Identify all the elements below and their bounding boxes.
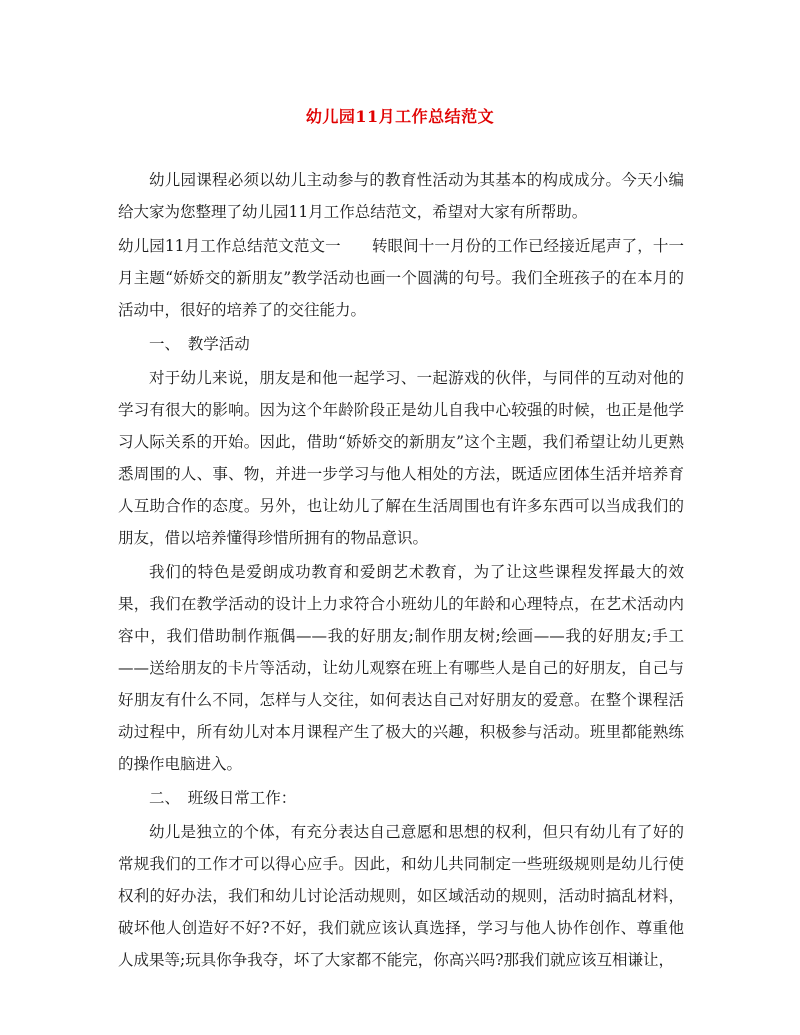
heading-daily-work: 二、 班级日常工作： — [149, 789, 297, 807]
heading-teaching-activities: 一、 教学活动 — [149, 335, 250, 353]
document-body — [118, 164, 684, 978]
paragraph-friendship: 对于幼儿来说，朋友是和他一起学习、一起游戏的伙伴，与同伴的互动对他的学习有很大的影响。因为这个年龄阶段正是幼儿自我中心较强的时候，也正是他学习人际关系的开始。因此，借助“娇娇交的新朋友”这个主题，我们希望让幼儿更熟悉周围的人、事、物，并进一步学习与他人相处的方法，既适应团体生活并培养育人互助合作的态度。另外，也让幼儿了解在生活周围也有许多东西可以当成我们的朋友，借以培养懂得珍惜所拥有的物品意识。 — [118, 369, 684, 547]
paragraph-section-lead: 幼儿园11月工作总结范文范文一 转眼间十一月份的工作已经接近尾声了，十一月主题“娇娇交的新朋友”教学活动也画一个圆满的句号。我们全班孩子的在本月的活动中，很好的培养了的交往能力。 — [118, 237, 684, 319]
paragraph-intro: 幼儿园课程必须以幼儿主动参与的教育性活动为其基本的构成成分。今天小编给大家为您整理了幼儿园11月工作总结范文，希望对大家有所帮助。 — [118, 171, 684, 221]
document-title: 幼儿园11月工作总结范文 — [305, 107, 495, 126]
paragraph-characteristics: 我们的特色是爱朗成功教育和爱朗艺术教育，为了让这些课程发挥最大的效果，我们在教学活动的设计上力求符合小班幼儿的年龄和心理特点，在艺术活动内容中，我们借助制作瓶偶——我的好朋友;制作朋友树;绘画——我的好朋友;手工——送给朋友的卡片等活动，让幼儿观察在班上有哪些人是自己的好朋友，自己与好朋友有什么不同，怎样与人交往，如何表达自己对好朋友的爱意。在整个课程活动过程中，所有幼儿对本月课程产生了极大的兴趣，积极参与活动。班里都能熟练的操作电脑进入。 — [118, 563, 684, 773]
paragraph-daily-rules: 幼儿是独立的个体，有充分表达自己意愿和思想的权利，但只有幼儿有了好的常规我们的工作才可以得心应手。因此，和幼儿共同制定一些班级规则是幼儿行使权利的好办法，我们和幼儿讨论活动规则，如区域活动的规则，活动时搞乱材料，破坏他人创造好不好?不好，我们就应该认真选择，学习与他人协作创作、尊重他人成果等;玩具你争我夺，坏了大家都不能完，你高兴吗?那我们就应该互相谦让， — [118, 823, 684, 969]
